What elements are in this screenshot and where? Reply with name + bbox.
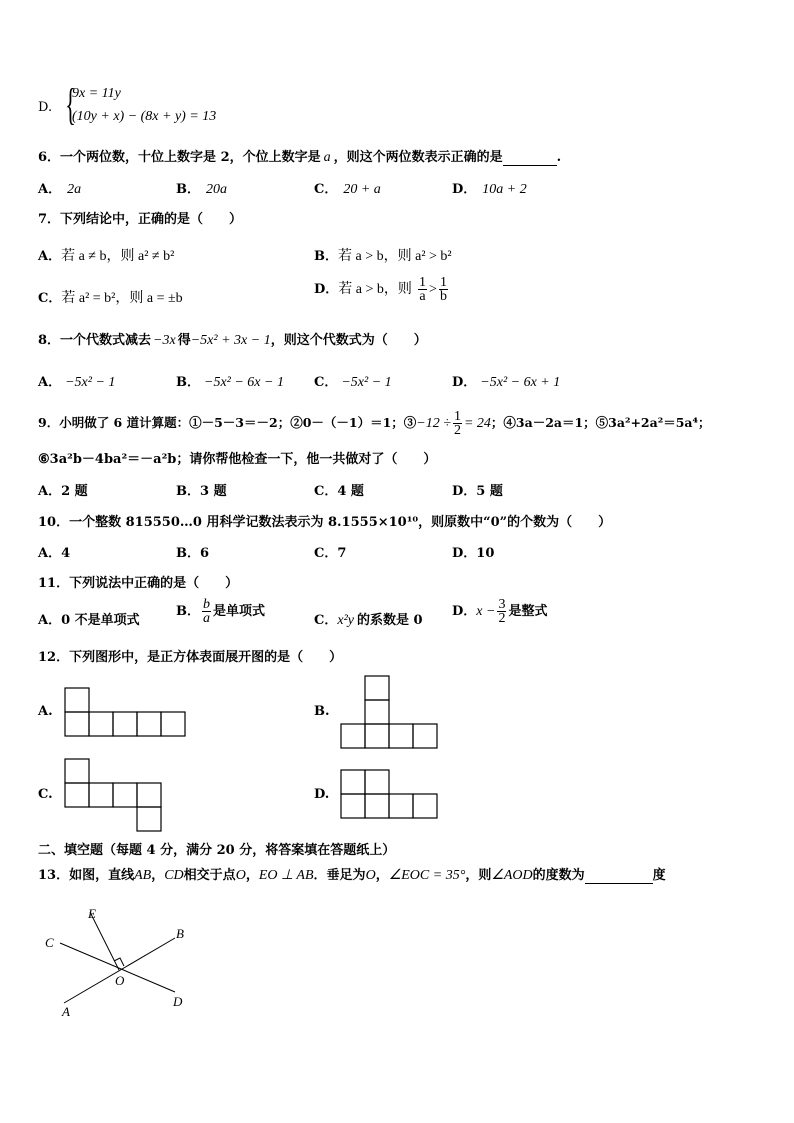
option-label: A．	[38, 375, 62, 390]
q8-option-c	[314, 371, 392, 391]
q12-label-c: C.	[38, 787, 53, 802]
fraction-numerator: 1	[419, 275, 427, 290]
q13-stem-e: 的度数为	[532, 868, 585, 883]
option-label: C．	[314, 613, 338, 628]
q9-line1-a: 9．小明做了 6 道计算题：①－5－3＝－2；②0－（－1）＝1；③	[38, 415, 417, 430]
q9-line2: ⑥3a²b－4ba²＝－a²b；请你帮他检查一下，他一共做对了（ ）	[38, 452, 437, 467]
q9-option-c	[314, 480, 364, 499]
fraction-numerator: 1	[439, 275, 447, 290]
q6-stem-a: 6．一个两位数，十位上数字是 2，个位上数字是	[38, 150, 321, 165]
option-label: A．	[38, 249, 62, 264]
option-label: A．	[38, 484, 62, 499]
q11-option-c	[314, 609, 423, 629]
option-text: 2a	[67, 182, 82, 197]
fraction-denominator: b	[439, 289, 447, 304]
line-cd: CD	[164, 868, 184, 883]
answer-blank[interactable]	[503, 165, 557, 166]
option-text: 若 a ≠ b，则 a² ≠ b²	[61, 249, 175, 264]
q6-option-d	[452, 178, 527, 198]
label-e: E	[88, 906, 96, 921]
option-text: 2 题	[61, 484, 88, 499]
greater-than: >	[429, 282, 437, 297]
q9-option-a	[38, 480, 88, 499]
option-label: D．	[452, 375, 477, 390]
net-figure-b	[340, 675, 440, 751]
q6-stem	[38, 146, 561, 166]
q11-option-b	[176, 598, 265, 625]
q5-option-d-label: D.	[38, 100, 53, 115]
q12-label-d: D.	[314, 787, 330, 802]
label-a: A	[62, 1004, 70, 1019]
fraction	[439, 276, 448, 303]
option-text: 10a + 2	[482, 182, 527, 197]
q9-option-b	[176, 480, 227, 499]
q6-stem-b: ，则这个两位数表示正确的是	[333, 150, 503, 165]
option-text: −5x² − 6x + 1	[480, 375, 561, 390]
q8-stem	[38, 329, 427, 349]
eo-perp-ab: EO ⊥ AB	[258, 868, 314, 883]
q8-option-b	[176, 371, 284, 391]
option-expr: x −	[476, 604, 496, 619]
fraction-denominator: a	[203, 611, 210, 626]
option-text: 7	[337, 546, 347, 561]
fraction-numerator: b	[203, 597, 210, 612]
option-text: 4	[61, 546, 71, 561]
net-figure-d	[340, 769, 440, 821]
fraction-denominator: 2	[498, 611, 506, 626]
option-text: 是单项式	[213, 604, 266, 619]
fraction-numerator: 1	[453, 409, 461, 424]
option-text: 6	[200, 546, 210, 561]
q6-option-a	[38, 178, 81, 198]
q5-equation-1: 9x = 11y	[72, 86, 121, 101]
option-label: C．	[314, 182, 338, 197]
system-brace: {	[65, 80, 76, 129]
q8-stem-a: 8．一个代数式减去	[38, 333, 152, 348]
q9-expr-post: = 24	[463, 416, 491, 431]
option-label: B．	[176, 546, 200, 561]
q8-stem-c: ，则这个代数式为（ ）	[270, 333, 427, 348]
q7-option-a	[38, 245, 174, 265]
q13-stem-b: 相交于点	[183, 868, 236, 883]
option-label: D．	[452, 604, 477, 619]
option-text: −5x² − 6x − 1	[204, 375, 284, 390]
fraction-numerator: 3	[498, 597, 506, 612]
q6-option-b	[176, 178, 227, 198]
option-text: 20 + a	[343, 182, 381, 197]
fraction	[202, 598, 211, 625]
q6-var: a	[323, 150, 331, 165]
fraction-denominator: 2	[453, 423, 461, 438]
q13-comma3: ，	[375, 868, 389, 883]
q8-option-a	[38, 371, 115, 391]
q10-option-b	[176, 542, 209, 561]
q8-stem-b: 得	[177, 333, 191, 348]
q5-equation-2: (10y + x) − (8x + y) = 13	[72, 109, 217, 124]
q10-option-c	[314, 542, 346, 561]
q6-stem-end: .	[556, 150, 562, 165]
q9-option-d	[452, 480, 503, 499]
net-figure-a	[64, 687, 188, 737]
option-text: 是整式	[508, 604, 548, 619]
q13-comma2: ，	[245, 868, 259, 883]
answer-blank[interactable]	[585, 883, 653, 884]
q9-line1-b: ；④3a－2a＝1；⑤3a²+2a²＝5a⁴；	[490, 415, 711, 430]
q11-stem: 11．下列说法中正确的是（ ）	[38, 576, 239, 591]
option-text: 的系数是 0	[356, 613, 423, 628]
point-o: O	[235, 868, 246, 883]
line-ab: AB	[134, 868, 152, 883]
q12-label-a: A.	[38, 704, 53, 719]
option-label: C．	[314, 484, 338, 499]
q13-stem-a: 13．如图，直线	[38, 868, 135, 883]
q11-option-a: A．0 不是单项式	[38, 613, 140, 628]
q10-option-a	[38, 542, 70, 561]
option-label: C．	[314, 375, 338, 390]
q9-line1	[38, 410, 710, 437]
fraction	[418, 276, 427, 303]
q7-option-d	[314, 276, 450, 303]
label-b: B	[176, 926, 184, 941]
option-label: B．	[176, 484, 200, 499]
line-ab	[64, 938, 175, 1003]
option-text: −5x² − 1	[65, 375, 116, 390]
q11-option-d	[452, 598, 547, 625]
angle-aod: ∠AOD	[491, 868, 533, 883]
option-text: 4 题	[337, 484, 364, 499]
fraction-denominator: a	[419, 289, 426, 304]
option-label: B．	[314, 249, 338, 264]
q7-option-c	[38, 287, 183, 307]
q13-comma: ，	[151, 868, 165, 883]
q13-stem-end: 度	[652, 868, 666, 883]
q6-option-c	[314, 178, 381, 198]
option-label: C．	[38, 291, 62, 306]
net-figure-c	[64, 758, 164, 834]
q13-stem-c: ．垂足为	[313, 868, 366, 883]
label-o: O	[115, 973, 125, 988]
fraction	[453, 410, 462, 437]
option-label: C．	[314, 546, 338, 561]
option-text: 20a	[206, 182, 227, 197]
option-label: D．	[314, 282, 339, 297]
q12-label-b: B.	[314, 704, 330, 719]
option-text: 5 题	[476, 484, 503, 499]
option-label: D．	[452, 484, 477, 499]
option-label: B．	[176, 604, 200, 619]
point-o2: O	[365, 868, 376, 883]
q13-geometry-figure	[40, 900, 200, 1025]
q12-stem: 12．下列图形中，是正方体表面展开图的是（ ）	[38, 650, 343, 665]
q9-expr-pre: −12 ÷	[416, 416, 451, 431]
q13-stem-d: ，则	[465, 868, 492, 883]
option-text: 若 a² = b²，则 a = ±b	[61, 291, 183, 306]
option-label: B．	[176, 375, 200, 390]
option-label: D．	[452, 182, 477, 197]
fraction	[497, 598, 506, 625]
option-label: A．	[38, 546, 62, 561]
option-text: −5x² − 1	[341, 375, 392, 390]
label-d: D	[173, 994, 183, 1009]
label-c: C	[45, 935, 54, 950]
option-text: 若 a > b，则 a² > b²	[338, 249, 452, 264]
q13-stem	[38, 864, 666, 884]
option-text: 3 题	[200, 484, 227, 499]
option-expr: x²y	[337, 613, 354, 628]
q8-option-d	[452, 371, 560, 391]
q7-stem: 7．下列结论中，正确的是（ ）	[38, 212, 243, 227]
option-label: B．	[176, 182, 200, 197]
option-text: 若 a > b，则	[338, 282, 412, 297]
option-label: D．	[452, 546, 477, 561]
q10-stem: 10．一个整数 815550…0 用科学记数法表示为 8.1555×10¹⁰，则原数中“0”的个数为（ ）	[38, 515, 612, 530]
q8-expr1: −3x	[153, 333, 176, 348]
q8-expr2: −5x² + 3x − 1	[190, 333, 271, 348]
option-text: 10	[476, 546, 495, 561]
q10-option-d	[452, 542, 494, 561]
option-label: A．	[38, 182, 62, 197]
section-heading: 二、填空题（每题 4 分，满分 20 分，将答案填在答题纸上）	[38, 843, 396, 858]
angle-eoc: ∠EOC = 35°	[388, 868, 466, 883]
q7-option-b	[314, 245, 452, 265]
